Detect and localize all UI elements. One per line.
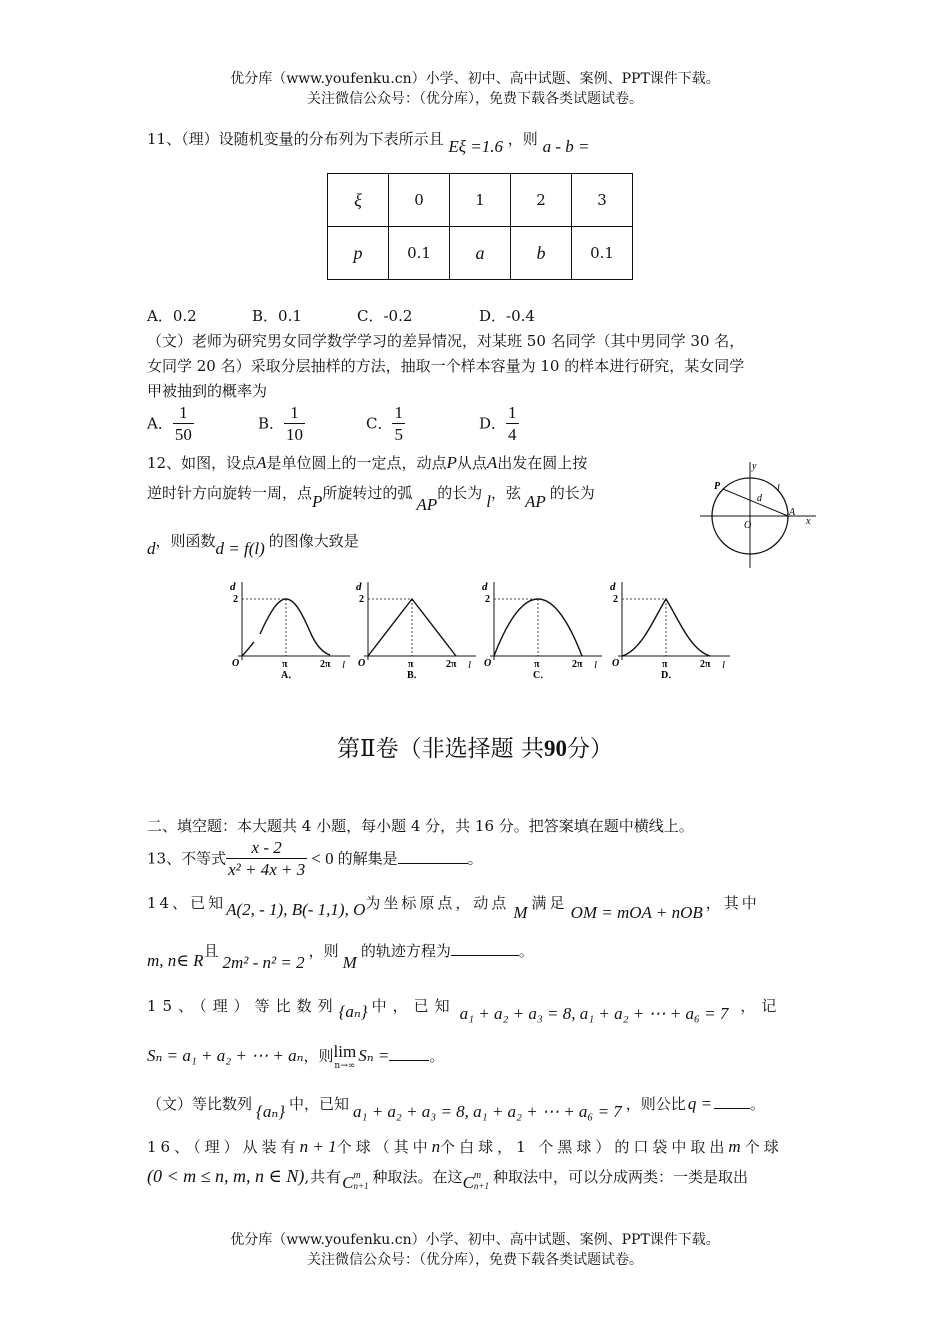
text: 满足 bbox=[531, 894, 568, 912]
table-cell: ξ bbox=[328, 174, 389, 227]
function-expression: d = f(l) bbox=[215, 539, 265, 558]
y-label: d bbox=[356, 581, 362, 593]
q11-wen-option-d bbox=[479, 403, 519, 446]
limit-operator bbox=[333, 1042, 357, 1073]
numerator: 1 bbox=[173, 403, 194, 424]
given-expression: a₁ + a₂ + a₃ = 8, a₁ + a₂ + ⋯ + a₆ = 7 bbox=[459, 1004, 729, 1023]
x-label: l bbox=[722, 659, 726, 671]
denominator: 4 bbox=[508, 425, 517, 444]
relation: < 0 bbox=[311, 848, 334, 868]
q14-line-2 bbox=[147, 940, 534, 972]
text: 15、（理）等比数列 bbox=[147, 997, 339, 1015]
text: 的解集是 bbox=[337, 849, 398, 868]
label-l: l bbox=[777, 483, 780, 494]
origin-label: O bbox=[484, 658, 492, 669]
q11-wen-option-a bbox=[147, 403, 194, 446]
fraction bbox=[284, 403, 305, 446]
table-cell: 1 bbox=[450, 174, 511, 227]
math-symbol: A bbox=[486, 453, 498, 472]
text: （文）等比数列 bbox=[147, 1095, 253, 1113]
math-symbol: A bbox=[256, 453, 267, 472]
label-d: d bbox=[757, 493, 762, 504]
math-symbol: d bbox=[147, 539, 156, 558]
graph-a bbox=[228, 578, 352, 680]
label-x: x bbox=[806, 516, 811, 527]
q11-wen-line-3: 甲被抽到的概率为 bbox=[147, 382, 268, 400]
answer-blank[interactable] bbox=[389, 1060, 429, 1061]
table-cell: 0 bbox=[389, 174, 450, 227]
math-symbol: n bbox=[431, 1137, 441, 1156]
numerator: x - 2 bbox=[226, 838, 307, 859]
unit-circle-figure bbox=[700, 458, 818, 570]
title-text: 分） bbox=[566, 736, 613, 762]
fraction bbox=[506, 403, 519, 446]
limit-expression: Sₙ = bbox=[358, 1046, 390, 1065]
answer-blank[interactable] bbox=[398, 863, 468, 864]
condition-expression: m, n∈ R bbox=[147, 951, 204, 970]
tick-2: 2 bbox=[485, 594, 490, 605]
tick-pi: π bbox=[408, 659, 414, 670]
math-symbol: P bbox=[312, 492, 323, 511]
q15-line-2 bbox=[147, 1042, 445, 1073]
footer-line-1: 优分库（www.youfenku.cn）小学、初中、高中试题、案例、PPT课件下载。 bbox=[230, 1232, 720, 1248]
table-row bbox=[328, 174, 633, 227]
text: 12、如图，设点 bbox=[147, 454, 257, 472]
text: 。 bbox=[518, 942, 534, 960]
fill-in-intro: 二、填空题：本大题共 4 小题，每小题 4 分，共 16 分。把答案填在题中横线上。 bbox=[147, 817, 694, 835]
text: 。 bbox=[750, 1095, 766, 1113]
chord-symbol: AP bbox=[524, 492, 546, 511]
q15-line-1 bbox=[147, 995, 783, 1023]
text: 中，已知 bbox=[371, 997, 456, 1015]
q11-text-a: 11、（理）设随机变量的分布列为下表所示且 bbox=[147, 130, 444, 148]
q11-wen-line-2: 女同学 20 名）采取分层抽样的方法，抽取一个样本容量为 10 的样本进行研究，某女同学 bbox=[147, 357, 745, 375]
math-symbol: l bbox=[486, 492, 491, 511]
q11-condition: Eξ =1.6 bbox=[448, 137, 504, 156]
math-symbol: P bbox=[446, 453, 457, 472]
text: ，则公比 bbox=[625, 1095, 686, 1113]
tick-pi: π bbox=[662, 659, 668, 670]
y-label: d bbox=[482, 581, 488, 593]
table-cell: a bbox=[450, 227, 511, 280]
q12-line-2 bbox=[147, 482, 595, 514]
tick-pi: π bbox=[282, 659, 288, 670]
text: ，则 bbox=[308, 942, 339, 960]
lim-subscript: n→∞ bbox=[334, 1061, 356, 1071]
tick-pi: π bbox=[534, 659, 540, 670]
text: 从点 bbox=[456, 454, 487, 472]
q11-option-b: B．0.1 bbox=[252, 307, 302, 325]
sequence-symbol: {aₙ} bbox=[338, 1002, 368, 1021]
q11-stem bbox=[147, 128, 590, 156]
q11-text-b: ，则 bbox=[507, 130, 538, 148]
text: ，则 bbox=[303, 1047, 334, 1065]
combination-indices bbox=[474, 1170, 489, 1192]
text: 种取法中，可以分成两类：一类是取出 bbox=[492, 1168, 748, 1186]
q11-option-d: D．-0.4 bbox=[479, 307, 535, 325]
label-p: P bbox=[714, 481, 721, 492]
text: 且 bbox=[203, 942, 219, 960]
text: 个白球，1 个黑球）的口袋中取出 bbox=[440, 1138, 729, 1156]
text: 的轨迹方程为 bbox=[360, 942, 451, 960]
arc-symbol: AP bbox=[416, 495, 438, 514]
x-label: l bbox=[594, 659, 598, 671]
constraint-equation: 2m² - n² = 2 bbox=[222, 953, 305, 972]
q11-wen-option-c bbox=[366, 403, 405, 446]
answer-blank[interactable] bbox=[714, 1108, 750, 1109]
origin-label: O bbox=[358, 658, 366, 669]
tick-2pi: 2π bbox=[572, 659, 583, 670]
text: 出发在圆上按 bbox=[497, 454, 588, 472]
table-cell: 0.1 bbox=[389, 227, 450, 280]
y-label: d bbox=[610, 581, 616, 593]
math-symbol: m bbox=[728, 1137, 741, 1156]
q14-line-1 bbox=[147, 892, 760, 922]
lim-text: lim bbox=[333, 1042, 357, 1061]
text: 13、不等式 bbox=[147, 849, 227, 868]
comb-sub: n+1 bbox=[353, 1181, 369, 1191]
fraction bbox=[173, 403, 194, 446]
option-label: B． bbox=[258, 414, 285, 433]
combination-symbol: C bbox=[462, 1173, 474, 1192]
text: 中，已知 bbox=[289, 1095, 350, 1113]
denominator: 5 bbox=[394, 425, 403, 444]
origin-label: O bbox=[612, 658, 620, 669]
math-symbol: M bbox=[342, 953, 357, 972]
q11-distribution-table bbox=[327, 173, 633, 280]
text: ,共有 bbox=[304, 1168, 343, 1186]
numerator: 1 bbox=[394, 403, 403, 422]
denominator: 10 bbox=[286, 425, 304, 444]
numerator: 1 bbox=[284, 403, 305, 424]
q12-line-1 bbox=[147, 452, 587, 473]
table-row bbox=[328, 227, 633, 280]
condition-expression: (0 < m ≤ n, m, n ∈ N) bbox=[147, 1166, 305, 1186]
text: 的长为 bbox=[549, 484, 595, 502]
q11-option-c: C．-0.2 bbox=[357, 307, 413, 325]
text: 16、（理）从装有 bbox=[147, 1138, 300, 1156]
y-label: d bbox=[230, 581, 236, 593]
q11-option-a: A．0.2 bbox=[147, 307, 197, 325]
graph-c bbox=[480, 578, 604, 680]
graph-letter: C． bbox=[533, 670, 551, 680]
graph-d bbox=[608, 578, 732, 680]
tick-2pi: 2π bbox=[446, 659, 457, 670]
vector-equation: OM = mOA + nOB bbox=[570, 903, 703, 922]
points-expression: A(2, - 1), B(- 1,1), O bbox=[226, 900, 366, 919]
option-label: A． bbox=[147, 414, 173, 433]
text: 的长为 bbox=[437, 484, 483, 502]
text: 为坐标原点，动点 bbox=[365, 894, 510, 912]
text: ，则函数 bbox=[155, 532, 216, 550]
math-expression: n + 1 bbox=[299, 1137, 337, 1156]
label-o: O bbox=[744, 520, 752, 531]
tick-2: 2 bbox=[233, 594, 238, 605]
sum-expression: Sₙ = a₁ + a₂ + ⋯ + aₙ bbox=[147, 1046, 304, 1065]
text: 。 bbox=[429, 1047, 445, 1065]
option-label: D． bbox=[479, 414, 507, 433]
q13 bbox=[147, 838, 483, 881]
table-cell: b bbox=[511, 227, 572, 280]
given-expression: a₁ + a₂ + a₃ = 8, a₁ + a₂ + ⋯ + a₆ = 7 bbox=[353, 1102, 622, 1121]
ratio-symbol: q = bbox=[687, 1094, 713, 1113]
text: 是单位圆上的一定点，动点 bbox=[266, 454, 447, 472]
text: 的图像大致是 bbox=[268, 532, 359, 550]
q15-wen bbox=[147, 1093, 766, 1121]
combination-symbol: C bbox=[342, 1173, 354, 1192]
graph-letter: B． bbox=[407, 670, 424, 680]
tick-2pi: 2π bbox=[320, 659, 331, 670]
graph-b bbox=[354, 578, 478, 680]
q11-wen-line-1: （文）老师为研究男女同学数学学习的差异情况，对某班 50 名同学（其中男同学 30 名， bbox=[147, 332, 745, 350]
text: 14、已知 bbox=[147, 894, 227, 912]
table-cell: 0.1 bbox=[572, 227, 633, 280]
x-label: l bbox=[342, 659, 346, 671]
sequence-symbol: {aₙ} bbox=[256, 1102, 286, 1121]
q16-line-2 bbox=[147, 1166, 748, 1192]
text: 种取法。在这 bbox=[372, 1168, 463, 1186]
text: ，弦 bbox=[490, 484, 521, 502]
title-score: 90 bbox=[543, 736, 567, 761]
comb-sup: m bbox=[473, 1170, 482, 1181]
table-cell: p bbox=[328, 227, 389, 280]
label-a: A bbox=[789, 507, 796, 518]
denominator: 50 bbox=[174, 425, 192, 444]
section-2-title bbox=[0, 730, 950, 763]
denominator: x² + 4x + 3 bbox=[228, 860, 306, 879]
text: ，记 bbox=[740, 997, 783, 1015]
graph-letter: A． bbox=[281, 670, 299, 680]
footer-line-2: 关注微信公众号：（优分库），免费下载各类试题试卷。 bbox=[307, 1252, 643, 1268]
text: 。 bbox=[467, 849, 483, 868]
table-cell: 3 bbox=[572, 174, 633, 227]
tick-2pi: 2π bbox=[700, 659, 711, 670]
q11-ask: a - b = bbox=[542, 137, 590, 156]
q11-wen-option-b bbox=[258, 403, 305, 446]
text: 所旋转过的弧 bbox=[322, 484, 413, 502]
text: 逆时针方向旋转一周，点 bbox=[147, 484, 313, 502]
title-text: 第Ⅱ卷（非选择题 共 bbox=[337, 736, 544, 762]
math-symbol: M bbox=[513, 903, 528, 922]
fraction bbox=[392, 403, 405, 446]
text: 个球 bbox=[744, 1138, 783, 1156]
numerator: 1 bbox=[508, 403, 517, 422]
x-label: l bbox=[468, 659, 472, 671]
option-label: C． bbox=[366, 414, 393, 433]
label-y: y bbox=[752, 461, 757, 472]
text: ，其中 bbox=[705, 894, 760, 912]
answer-blank[interactable] bbox=[451, 955, 519, 956]
table-cell: 2 bbox=[511, 174, 572, 227]
comb-sub: n+1 bbox=[473, 1181, 489, 1191]
header-line-1: 优分库（www.youfenku.cn）小学、初中、高中试题、案例、PPT课件下载。 bbox=[230, 71, 720, 87]
q13-fraction bbox=[226, 838, 307, 881]
text: 个球（其中 bbox=[336, 1138, 432, 1156]
comb-sup: m bbox=[353, 1170, 361, 1181]
tick-2: 2 bbox=[613, 594, 618, 605]
q12-line-3 bbox=[147, 530, 359, 558]
q16-line-1 bbox=[147, 1136, 783, 1157]
graph-letter: D． bbox=[661, 670, 679, 680]
tick-2: 2 bbox=[359, 594, 364, 605]
header-line-2: 关注微信公众号：（优分库），免费下载各类试题试卷。 bbox=[307, 91, 643, 107]
combination-indices bbox=[353, 1170, 368, 1192]
origin-label: O bbox=[232, 658, 240, 669]
